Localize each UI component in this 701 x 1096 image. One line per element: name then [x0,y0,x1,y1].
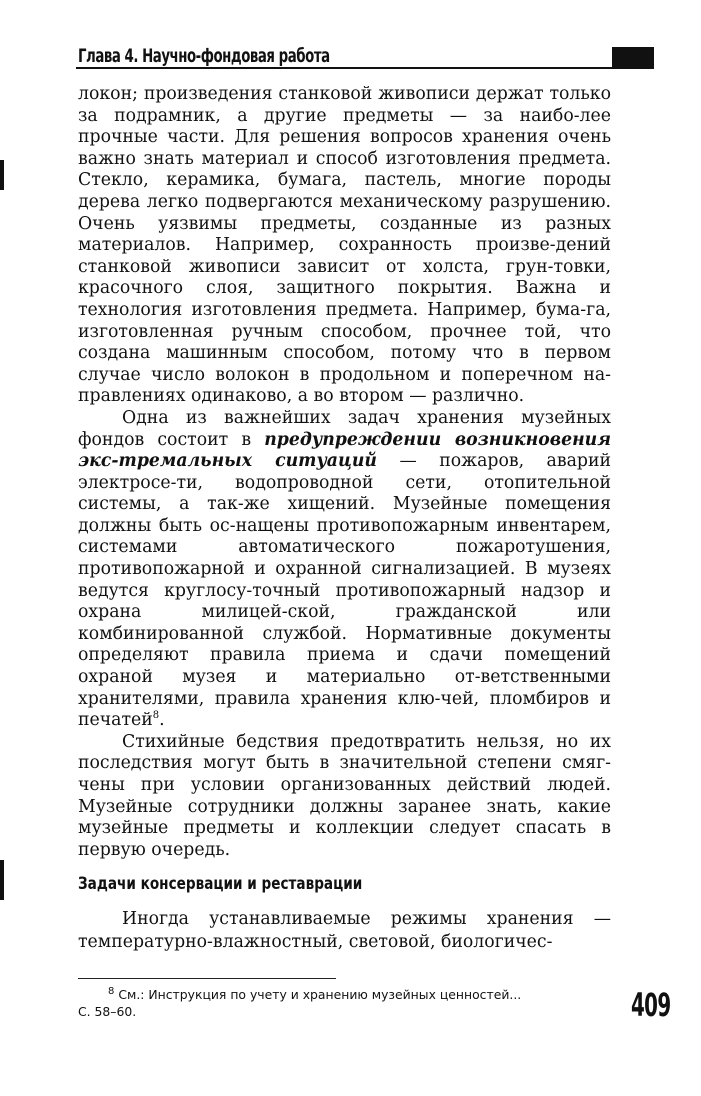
section-text [78,908,611,953]
footnote [78,986,618,1020]
footnote-line-2: С. 58–60. [78,1004,137,1019]
paragraph-2-rest: — пожаров, аварий электросе-ти, водопроводной сети, отопительной системы, а так-же хищений. Музейные помещения должны быть ос-нащены противопожарным инвентарем, системами автоматического пожаротушения, противопожарной и охранной сигнализацией. В музеях ведутся круглосу-точный противопожарный надзор и охрана милицей-ской, гражданской или комбинированной службой. Нормативные документы определяют правила приема и сдачи помещений охраной музея и материально от-ветственными хранителями, правила хранения клю-чей, пломбиров и печатей [78,451,611,731]
paragraph-2-emphasis: предупреждении возникновения экс-тремальных ситуаций [78,429,611,472]
paragraph-2-lead: Одна из важнейших задач хранения музейных фондов состоит в [78,407,611,450]
page-number: 409 [631,986,671,1024]
footnote-text: См.: Инструкция по учету и хранению музейных ценностей... [114,987,522,1002]
footnote-mark: 8 [108,985,115,997]
footnote-line-1 [78,986,618,1003]
paragraph-2 [78,408,611,732]
header-rule [76,67,654,69]
binding-edge-mark [0,160,4,190]
paragraph-1: локон; произведения станковой живописи держат только за подрамник, а другие предметы — за наибо-лее прочные части. Для решения вопросов хранения очень важно знать материал и способ изготовления предмета. Стекло, керамика, бумага, пастель, многие породы дерева легко подвергаются механическому разрушению. Очень уязвимы предметы, созданные из разных материалов. Например, сохранность произве-дений станковой живописи зависит от холста, грун-товки, красочного слоя, защитного покрытия. Важна и технология изготовления предмета. Например, бума-га, изготовленная ручным способом, прочнее той, что создана машинным способом, потому что в первом случае число волокон в продольном и поперечном на-правлениях одинаково, а во втором — различно. [78,84,611,407]
chapter-title: Глава 4. Научно-фондовая работа [78,45,330,67]
running-header [76,45,654,71]
binding-edge-mark [0,860,4,900]
paragraph-2-end: . [159,710,165,731]
paragraph-3: Стихийные бедствия предотвратить нельзя, но их последствия могут быть в значительной степени смяг-чены при условии организованных действий людей. Музейные сотрудники должны заранее знать, какие музейные предметы и коллекции следует спасать в первую очередь. [78,731,611,860]
section-heading: Задачи консервации и реставрации [78,874,363,894]
paragraph-4: Иногда устанавливаемые режимы хранения — температурно-влажностный, световой, биологичес- [78,909,611,952]
footnote-rule [78,978,336,979]
footnote-ref: 8 [152,710,160,722]
main-text [78,84,611,861]
header-black-block [612,47,654,69]
